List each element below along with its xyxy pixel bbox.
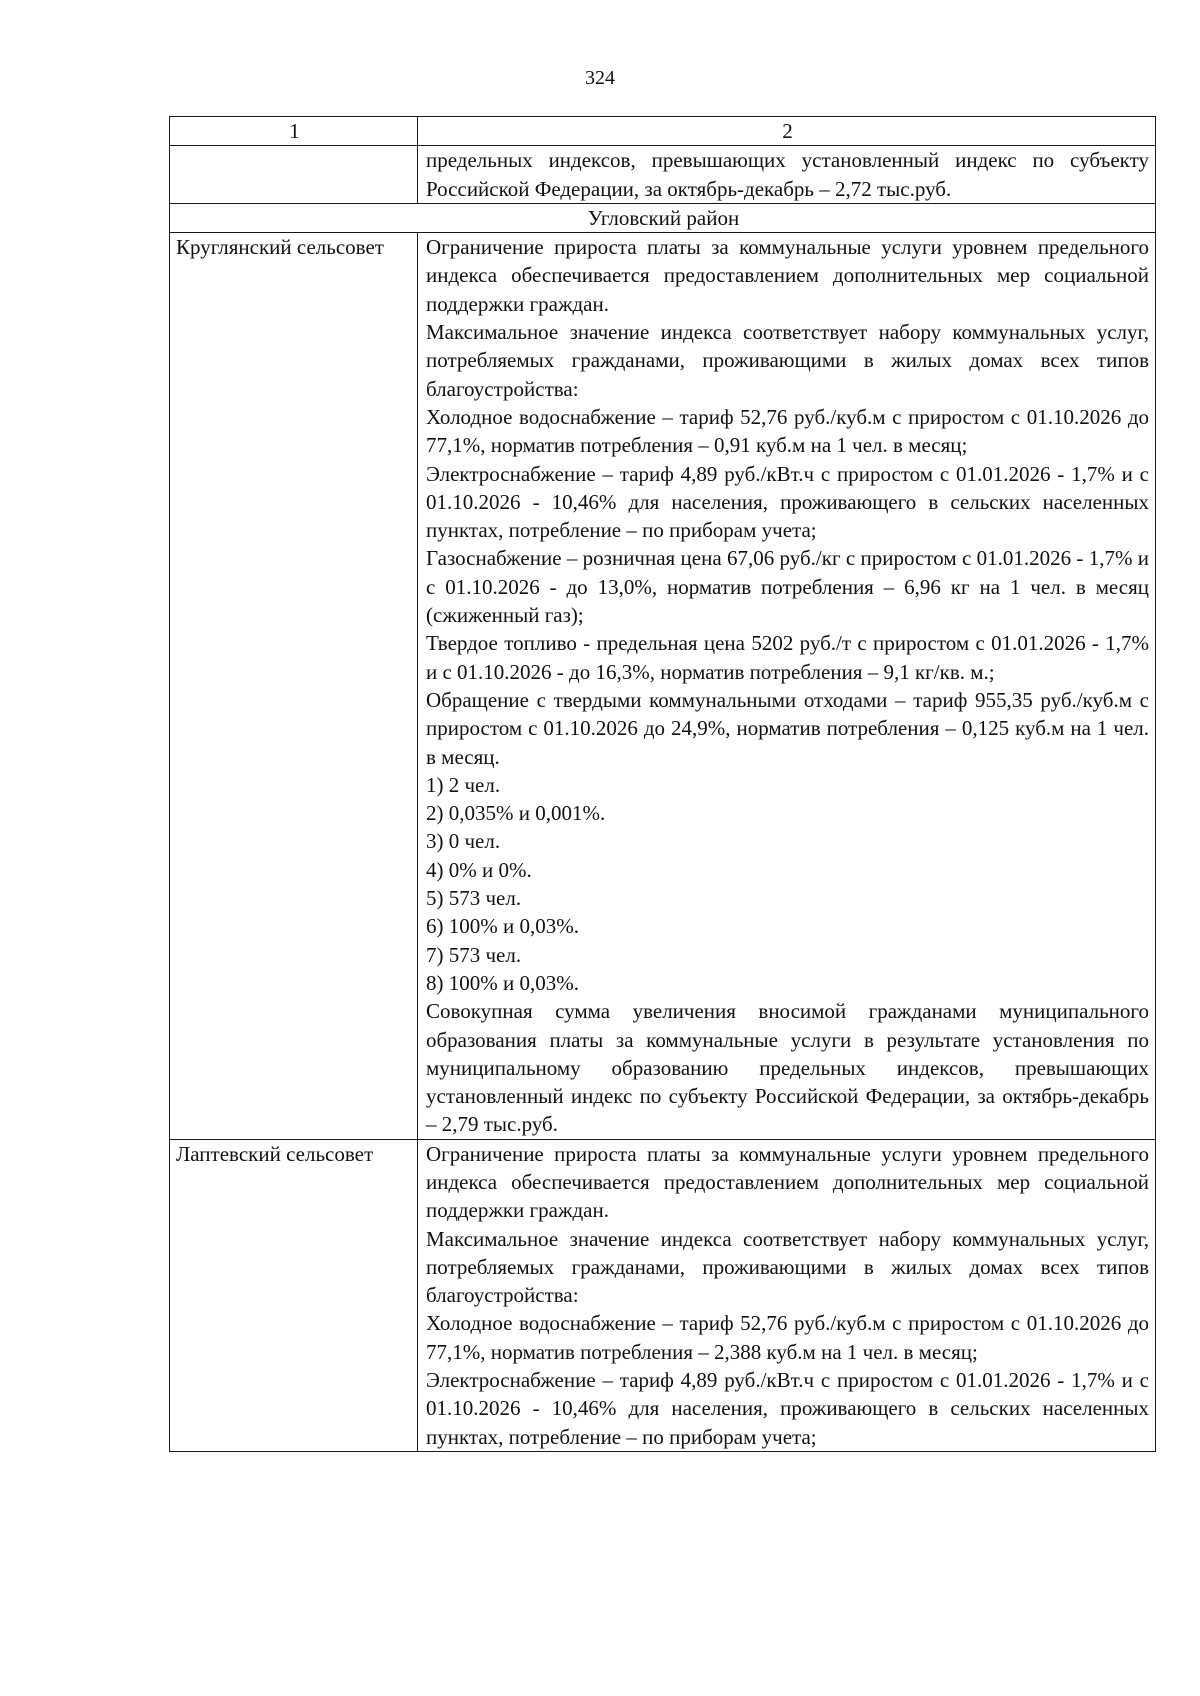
- paragraph: Газоснабжение – розничная цена 67,06 руб./кг с приростом с 01.01.2026 - 1,7% и с 01.10.2026 - до 13,0%, норматив потребления – 6,96 кг на 1 чел. в месяц (сжиженный газ);: [426, 546, 1149, 628]
- paragraph: Максимальное значение индекса соответствует набору коммунальных услуг, потребляемых гражданами, проживающими в жилых домах всех типов благоустройства:: [426, 320, 1149, 401]
- continuation-name-cell: [170, 146, 418, 204]
- paragraph: Твердое топливо - предельная цена 5202 руб./т с приростом с 01.01.2026 - 1,7% и с 01.10.2026 - до 16,3%, норматив потребления – 9,1 кг/кв. м.;: [426, 631, 1149, 684]
- column-header-2: 2: [418, 117, 1156, 146]
- list-item: 8) 100% и 0,03%.: [426, 970, 579, 995]
- settlement-name: Лаптевский сельсовет: [170, 1139, 418, 1451]
- settlement-description: [418, 1139, 1156, 1451]
- tariff-table: [169, 116, 1156, 1452]
- district-title: Угловский район: [170, 203, 1156, 232]
- paragraph: Обращение с твердыми коммунальными отходами – тариф 955,35 руб./куб.м с приростом с 01.10.2026 до 24,9%, норматив потребления – 0,125 куб.м на 1 чел. в месяц.: [426, 687, 1149, 769]
- header-row: [170, 117, 1156, 146]
- table-row: [170, 1139, 1156, 1451]
- continuation-text: предельных индексов, превышающих установленный индекс по субъекту Российской Федерации, за октябрь-декабрь – 2,72 тыс.руб.: [426, 148, 1149, 201]
- paragraph: Ограничение прироста платы за коммунальные услуги уровнем предельного индекса обеспечивается предоставлением дополнительных мер социальной поддержки граждан.: [426, 235, 1149, 316]
- list-item: 5) 573 чел.: [426, 886, 522, 911]
- settlement-description: [418, 233, 1156, 1140]
- list-item: 3) 0 чел.: [426, 829, 501, 854]
- district-row: [170, 203, 1156, 232]
- paragraph: Максимальное значение индекса соответствует набору коммунальных услуг, потребляемых гражданами, проживающими в жилых домах всех типов благоустройства:: [426, 1226, 1149, 1308]
- paragraph: Электроснабжение – тариф 4,89 руб./кВт.ч с приростом с 01.01.2026 - 1,7% и с 01.10.2026 - 10,46% для населения, проживающего в сельских населенных пунктах, потребление – по приборам учета;: [426, 1368, 1149, 1449]
- paragraph: Холодное водоснабжение – тариф 52,76 руб./куб.м с приростом с 01.10.2026 до 77,1%, норматив потребления – 0,91 куб.м на 1 чел. в месяц;: [426, 404, 1149, 458]
- table-row: [170, 233, 1156, 1140]
- list-item: 4) 0% и 0%.: [426, 857, 532, 882]
- settlement-name: Круглянский сельсовет: [170, 233, 418, 1140]
- paragraph: Ограничение прироста платы за коммунальные услуги уровнем предельного индекса обеспечивается предоставлением дополнительных мер социальной поддержки граждан.: [426, 1141, 1149, 1223]
- list-item: 7) 573 чел.: [426, 942, 522, 967]
- page-number: 324: [585, 67, 615, 89]
- paragraph: Электроснабжение – тариф 4,89 руб./кВт.ч с приростом с 01.01.2026 - 1,7% и с 01.10.2026 - 10,46% для населения, проживающего в сельских населенных пунктах, потребление – по приборам учета;: [426, 461, 1149, 543]
- continuation-text-cell: [418, 146, 1156, 204]
- paragraph: Холодное водоснабжение – тариф 52,76 руб./куб.м с приростом с 01.10.2026 до 77,1%, норматив потребления – 2,388 куб.м на 1 чел. в месяц;: [426, 1311, 1149, 1364]
- list-item: 2) 0,035% и 0,001%.: [426, 801, 606, 826]
- list-item: 6) 100% и 0,03%.: [426, 914, 579, 939]
- column-header-1: 1: [170, 117, 418, 146]
- summary-paragraph: Совокупная сумма увеличения вносимой гражданами муниципального образования платы за коммунальные услуги в результате установления по муниципальному образованию предельных индексов, превышающих установленный индекс по субъекту Российской Федерации, за октябрь-декабрь – 2,79 тыс.руб.: [426, 999, 1149, 1137]
- continuation-row: [170, 146, 1156, 204]
- list-item: 1) 2 чел.: [426, 772, 501, 797]
